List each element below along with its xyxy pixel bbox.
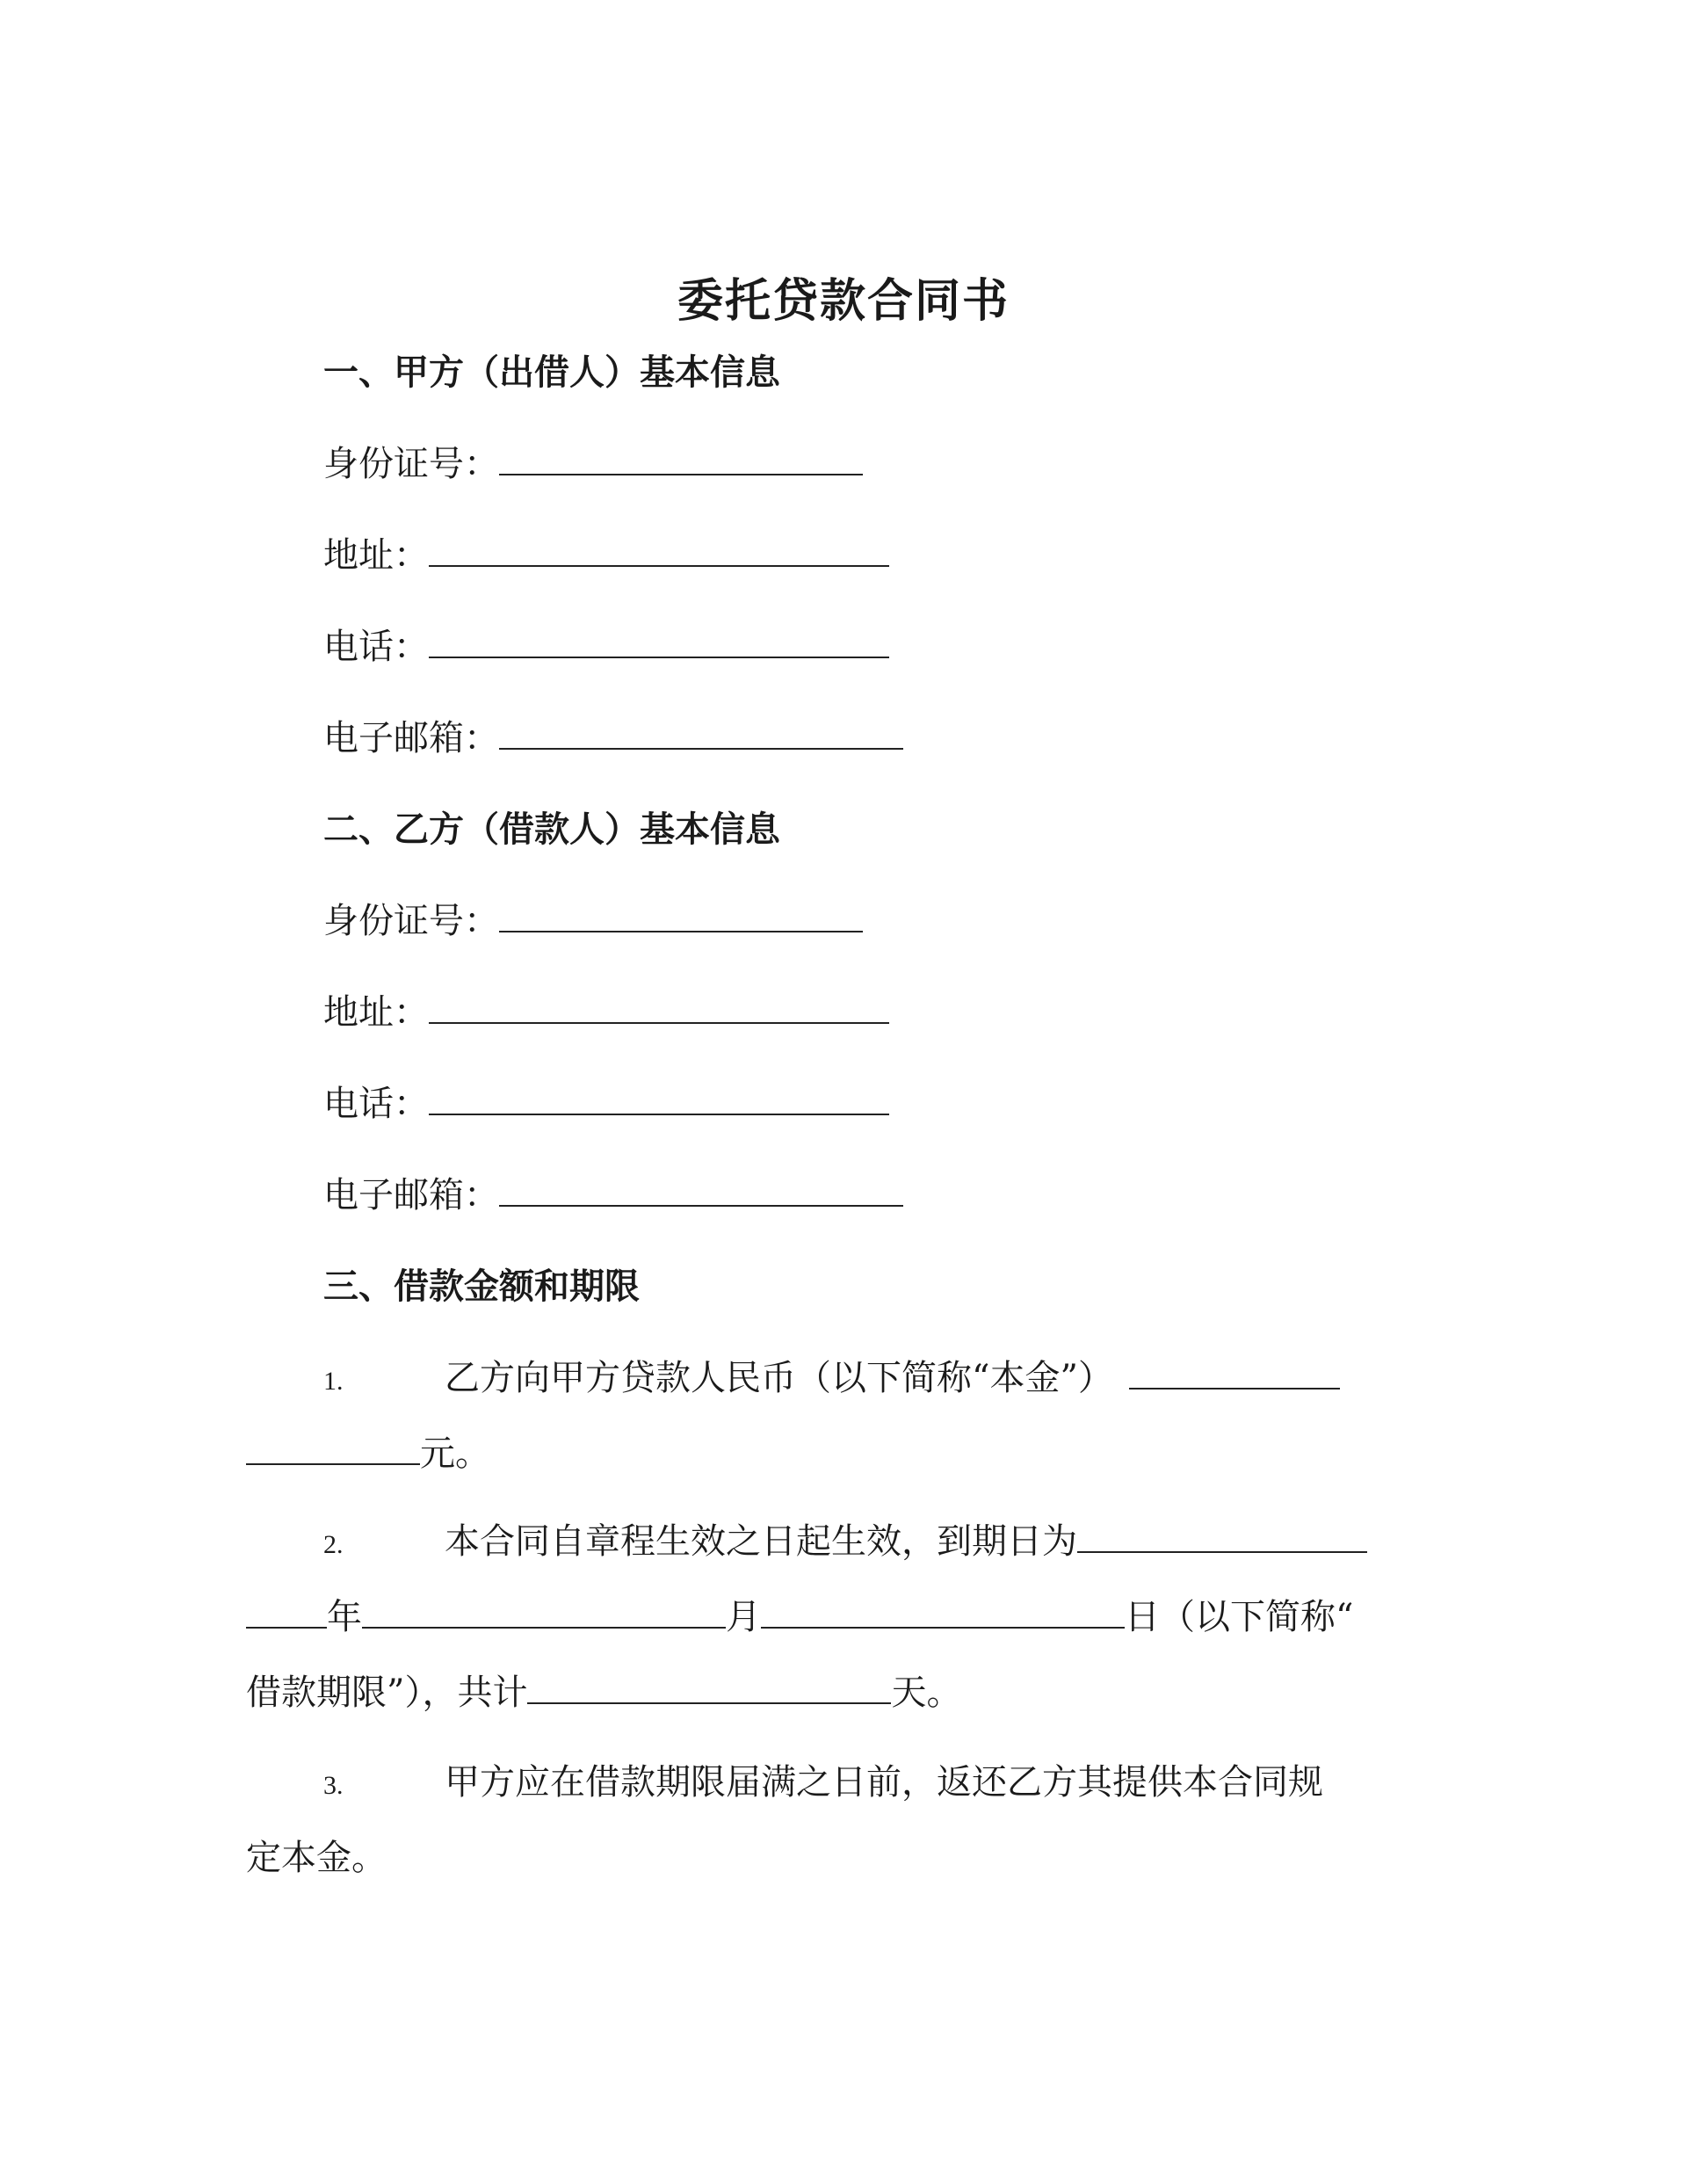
borrower-email-blank[interactable]	[499, 1204, 903, 1207]
total-days-blank[interactable]	[527, 1701, 891, 1704]
item3-line1	[323, 1754, 1323, 1804]
day-blank[interactable]	[761, 1626, 1125, 1629]
lender-id-blank[interactable]	[499, 473, 863, 475]
item3-text: 甲方应在借款期限届满之日前，返还乙方其提供本合同规	[445, 1762, 1323, 1803]
month-blank[interactable]	[362, 1626, 726, 1629]
lender-id-field	[323, 436, 863, 486]
day-label: 日（以下简称“	[1125, 1597, 1354, 1637]
borrower-phone-label: 电话：	[323, 1084, 429, 1124]
item1-line2	[246, 1426, 490, 1476]
item1-text-end: 元。	[420, 1433, 490, 1474]
lender-address-field	[323, 527, 889, 577]
item1-number: 1.	[323, 1367, 344, 1396]
borrower-address-field	[323, 984, 889, 1034]
borrower-email-field	[323, 1167, 903, 1217]
borrower-phone-blank[interactable]	[429, 1113, 889, 1115]
item1-line1	[323, 1350, 1340, 1400]
item2-number: 2.	[323, 1530, 344, 1559]
borrower-id-label: 身份证号：	[323, 901, 499, 941]
section-heading-lender: 一、甲方（出借人）基本信息	[323, 352, 780, 393]
borrower-phone-field	[323, 1076, 889, 1126]
section-heading-borrower: 二、乙方（借款人）基本信息	[323, 809, 780, 850]
item2-line1	[323, 1513, 1367, 1564]
lender-email-label: 电子邮箱：	[323, 718, 499, 758]
borrower-id-field	[323, 893, 863, 943]
lender-address-blank[interactable]	[429, 564, 889, 567]
item3-number: 3.	[323, 1771, 344, 1800]
year-blank[interactable]	[246, 1626, 327, 1629]
borrower-address-blank[interactable]	[429, 1021, 889, 1024]
document-title: 委托贷款合同书	[677, 274, 1010, 328]
item2-text: 本合同自章程生效之日起生效，到期日为	[445, 1521, 1077, 1562]
borrower-email-label: 电子邮箱：	[323, 1175, 499, 1215]
item3-line2	[246, 1830, 387, 1880]
lender-address-label: 地址：	[323, 535, 429, 576]
lender-email-field	[323, 710, 903, 760]
item3-text-end: 定本金。	[246, 1838, 387, 1878]
borrower-id-blank[interactable]	[499, 930, 863, 932]
item1-text: 乙方向甲方贷款人民币（以下简称“本金”）	[445, 1358, 1113, 1398]
item2-term-text: 借款期限”），共计	[246, 1672, 528, 1713]
principal-blank-part1[interactable]	[1129, 1387, 1340, 1389]
lender-phone-blank[interactable]	[429, 656, 889, 658]
days-label: 天。	[891, 1672, 962, 1713]
section-heading-amount-term: 三、借款金额和期限	[323, 1266, 640, 1307]
due-date-blank-part1[interactable]	[1077, 1550, 1367, 1553]
principal-blank-part2[interactable]	[246, 1462, 420, 1465]
lender-phone-field	[323, 619, 889, 669]
month-label: 月	[726, 1597, 761, 1637]
lender-phone-label: 电话：	[323, 627, 429, 667]
lender-id-label: 身份证号：	[323, 444, 499, 484]
item2-line2	[246, 1589, 1353, 1639]
lender-email-blank[interactable]	[499, 747, 903, 750]
item2-line3	[246, 1665, 961, 1715]
year-label: 年	[327, 1597, 362, 1637]
borrower-address-label: 地址：	[323, 992, 429, 1033]
